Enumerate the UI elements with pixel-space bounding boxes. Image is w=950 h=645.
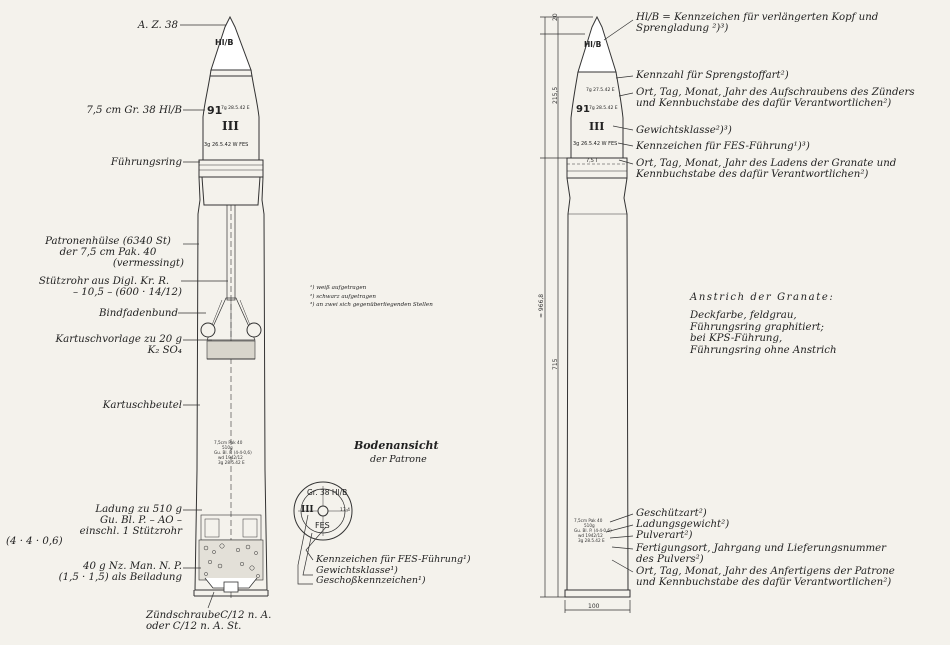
dim-total: ≈ 966,8 bbox=[538, 293, 545, 318]
label-ladungsgewicht: Ladungsgewicht²) bbox=[636, 519, 730, 530]
left-case-mark-5: 3g 28.5.42 E bbox=[218, 460, 245, 465]
label-zuend-line1: ZündschraubeC/12 n. A. bbox=[146, 610, 272, 621]
label-az38: A. Z. 38 bbox=[137, 20, 178, 31]
anstrich-title: Anstrich der Granate: bbox=[690, 292, 835, 303]
footnote-2: ²) schwarz aufgetragen bbox=[310, 293, 376, 300]
label-ort1-line1: Ort, Tag, Monat, Jahr des Aufschraubens des Zünders bbox=[636, 87, 915, 98]
base-primer-circle bbox=[318, 506, 328, 516]
right-mark-weight: III bbox=[589, 120, 605, 133]
label-vorlage-line2: K₂ SO₄ bbox=[147, 345, 182, 356]
label-ladung-line2: Gu. Bl. P. – AO – bbox=[99, 515, 182, 526]
right-case-mark-2: 510g bbox=[584, 523, 595, 528]
label-vorlage bbox=[56, 334, 182, 356]
left-mark-fes: 3g 26.5.42 W FES bbox=[204, 142, 249, 148]
right-leader-lines bbox=[604, 20, 633, 572]
right-mark-date: 7g 27.5.42 E bbox=[586, 88, 615, 93]
base-view-subtitle: der Patrone bbox=[370, 454, 427, 465]
right-case-rim bbox=[565, 590, 630, 597]
label-hlb bbox=[636, 12, 878, 34]
label-support-line1: Stützrohr aus Digl. Kr. R. bbox=[38, 276, 170, 287]
base-mark-fes: FES bbox=[315, 521, 330, 530]
label-ladung-line1: Ladung zu 510 g bbox=[95, 504, 182, 515]
label-ort3-line1: Ort, Tag, Monat, Jahr des Anfertigens der Patrone bbox=[636, 566, 895, 577]
label-ladung-line3: einschl. 1 Stützrohr bbox=[79, 526, 182, 537]
right-mark-lot: 91 bbox=[576, 104, 590, 115]
right-mark-fes: 3g 26.5.42 W FES bbox=[573, 141, 618, 147]
right-case-mark-3: Gu. Bl. P. (4·4·0,6) bbox=[574, 528, 612, 533]
anstrich-line2: Führungsring graphitiert; bbox=[690, 321, 824, 333]
label-case bbox=[32, 236, 184, 269]
label-ort-aufschrauben bbox=[636, 87, 915, 109]
left-mark-weight: III bbox=[222, 119, 239, 133]
base-mark-weight: III bbox=[301, 505, 314, 515]
left-ogive-right bbox=[251, 70, 259, 117]
left-mark-lotsub: 7g 28.5.42 E bbox=[221, 106, 250, 111]
label-kennzahl: Kennzahl für Sprengstoffart²) bbox=[636, 70, 789, 81]
footnote-3: ³) an zwei sich gegenüberliegenden Stellen bbox=[310, 302, 433, 308]
left-case-mark-4: wd 1942/12 bbox=[218, 455, 243, 460]
label-ladung-dims: (4 · 4 · 0,6) bbox=[6, 536, 63, 547]
right-mark-nose: Hl/B bbox=[584, 40, 602, 49]
left-case-outline bbox=[195, 177, 267, 590]
base-legend-fes: Kennzeichen für FES-Führung¹) bbox=[316, 554, 471, 565]
left-case-mark-1: 7,5cm Pak 40 bbox=[214, 440, 243, 445]
label-zuend-line2: oder C/12 n. A. St. bbox=[146, 621, 242, 632]
base-legend bbox=[316, 555, 471, 587]
label-zuendschraube bbox=[146, 610, 271, 632]
right-case-mark-4: wd 1942/12 bbox=[578, 533, 603, 538]
right-mark-ring: 7,5 I bbox=[586, 158, 598, 164]
right-case-markings bbox=[574, 518, 612, 543]
label-beiladung-line2: (1,5 · 1,5) als Beiladung bbox=[58, 572, 182, 583]
label-fertigung bbox=[636, 543, 886, 565]
label-fes: Kennzeichen für FES-Führung¹)³) bbox=[636, 141, 810, 152]
footnotes bbox=[310, 284, 433, 310]
dim-20: 20 bbox=[552, 13, 559, 21]
label-ort-laden bbox=[636, 158, 896, 180]
label-hlb-line2: Sprengladung ²)³) bbox=[636, 23, 729, 34]
label-fertigung-line2: des Pulvers²) bbox=[636, 554, 704, 565]
label-ort2-line2: Kennbuchstabe des dafür Verantwortlichen²) bbox=[636, 169, 869, 180]
label-gr38: 7,5 cm Gr. 38 Hl/B bbox=[86, 105, 182, 116]
label-bindfaden: Bindfadenbund bbox=[99, 308, 178, 319]
left-powder-charge bbox=[199, 540, 263, 580]
anstrich-line4: Führungsring ohne Anstrich bbox=[690, 344, 837, 356]
base-mark-small: 17·4 bbox=[340, 508, 351, 513]
left-mark-lot: 91 bbox=[207, 104, 223, 117]
dim-base: 100 bbox=[588, 603, 600, 610]
anstrich-line1: Deckfarbe, feldgrau, bbox=[690, 310, 797, 321]
label-case-line3: (vermessingt) bbox=[112, 258, 184, 269]
label-geschuetzart: Geschützart²) bbox=[636, 508, 707, 519]
label-support-line2: – 10,5 – (600 · 14/12) bbox=[72, 287, 182, 298]
dim-215: 215,5 bbox=[552, 86, 559, 104]
right-cartridge bbox=[565, 17, 630, 597]
label-ort-anfertigen bbox=[636, 566, 895, 588]
label-fertigung-line1: Fertigungsort, Jahrgang und Lieferungsnummer bbox=[636, 543, 887, 554]
right-mark-lotsub: 7g 28.5.42 E bbox=[589, 106, 618, 111]
right-case-mark-5: 3g 28.5.42 E bbox=[578, 538, 605, 543]
label-hlb-line1: Hl/B = Kennzeichen für verlängerten Kopf und bbox=[636, 12, 879, 23]
base-legend-shell: Geschoßkennzeichen¹) bbox=[316, 575, 426, 586]
label-ladung bbox=[80, 504, 182, 537]
label-ort2-line1: Ort, Tag, Monat, Jahr des Ladens der Granate und bbox=[636, 158, 897, 169]
label-ort3-line2: und Kennbuchstabe des dafür Verantwortlichen²) bbox=[636, 577, 892, 588]
left-driving-band bbox=[199, 160, 263, 177]
dim-715: 715 bbox=[552, 358, 559, 370]
base-legend-weight: Gewichtsklasse¹) bbox=[316, 564, 398, 576]
left-case-markings bbox=[214, 440, 252, 465]
left-cartridge bbox=[194, 17, 268, 600]
label-ort1-line2: und Kennbuchstabe des dafür Verantwortlichen²) bbox=[636, 98, 892, 109]
footnote-1: ¹) weiß aufgetragen bbox=[310, 285, 367, 291]
label-case-line2: der 7,5 cm Pak. 40 bbox=[59, 247, 157, 258]
left-case-mark-2: 510g bbox=[222, 445, 233, 450]
label-vorlage-line1: Kartuschvorlage zu 20 g bbox=[55, 334, 182, 345]
label-pulverart: Pulverart²) bbox=[636, 530, 693, 541]
label-beiladung-line1: 40 g Nz. Man. N. P. bbox=[82, 561, 182, 572]
label-fuehrungsring: Führungsring bbox=[110, 157, 182, 168]
left-case-mark-3: Gu. Bl. P. (4·4·0,6) bbox=[214, 450, 252, 455]
label-gewichtsklasse: Gewichtsklasse²)³) bbox=[636, 125, 732, 136]
label-support-tube bbox=[26, 276, 182, 298]
left-mark-nose: Hl/B bbox=[215, 38, 234, 47]
anstrich-line3: bei KPS-Führung, bbox=[690, 333, 783, 344]
label-case-line1: Patronenhülse (6340 St) bbox=[45, 236, 171, 247]
label-beiladung bbox=[59, 561, 182, 583]
anstrich-text bbox=[690, 310, 837, 356]
base-mark-top: Gr. 38 Hl/B bbox=[307, 488, 348, 497]
label-beutel: Kartuschbeutel bbox=[102, 400, 182, 411]
base-view-title: Bodenansicht bbox=[354, 439, 439, 452]
right-case-mark-1: 7,5cm Pak 40 bbox=[574, 518, 603, 523]
